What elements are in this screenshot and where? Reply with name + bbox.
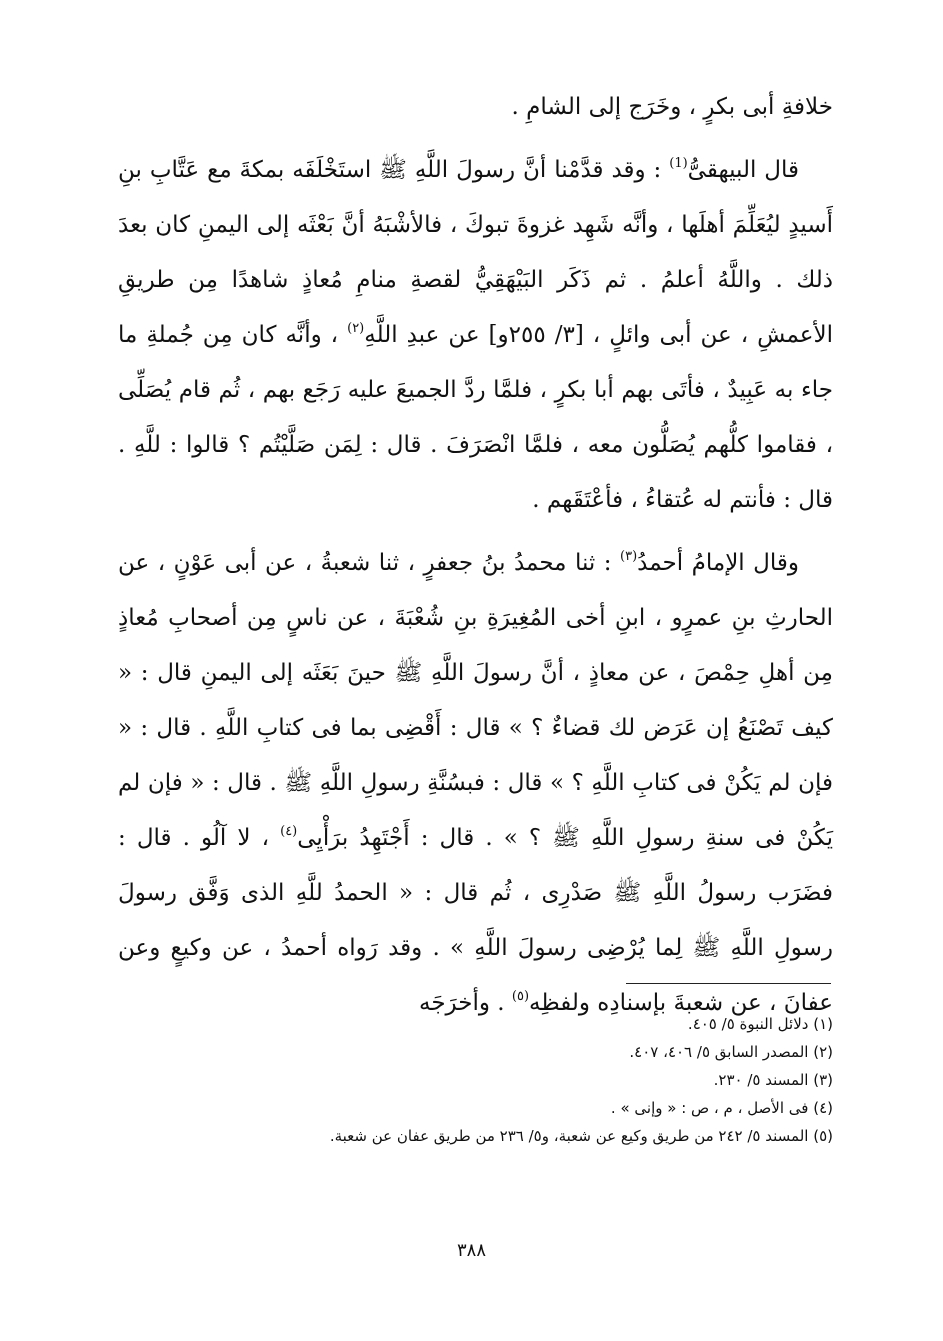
text-segment: : وقد قدَّمْنا أنَّ رسولَ اللَّهِ ﷺ استَخْلَفَه بمكةَ مع عَتَّابِ بنِ أَسيدٍ ليُعَلِّمَ أهلَها ، وأنَّه شَهِد غزوةَ تبوكَ ، فالأشْبَهُ أنَّ بَعْثَه إلى اليمنِ كان بعدَ ذلك . واللَّهُ أعلمُ . ثم ذَكَر البَيْهَقِيُّ لقصةِ منامِ مُعاذٍ شاهدًا مِن طريقِ الأعمشِ ، عن أبى وائلٍ ، [٣/ ٢٥٥و] عن عبدِ اللَّهِ (118, 157, 833, 348)
footnote-2: (٢) المصدر السابق ٥/ ٤٠٦، ٤٠٧. (629, 1043, 833, 1061)
footnote-ref-4[interactable]: (٤) (280, 824, 298, 839)
page-number: ٣٨٨ (456, 1240, 486, 1261)
footnote-1: (١) دلائل النبوة ٥/ ٤٠٥. (687, 1015, 833, 1033)
footnote-4: (٤) فى الأصل ، م ، ص : « وإنى » . (610, 1099, 833, 1117)
text-segment: خلافةِ أبى بكرٍ ، وخَرَج إلى الشامِ . (511, 94, 833, 120)
text-segment: وقال الإمامُ أحمدُ (637, 550, 799, 576)
footnote-ref-1[interactable]: (1) (669, 156, 688, 171)
footnote-3: (٣) المسند ٥/ ٢٣٠. (713, 1071, 833, 1089)
footnote-ref-5[interactable]: (٥) (511, 989, 530, 1004)
paragraph-2 (118, 143, 833, 528)
text-segment: : ثنا محمدُ بنُ جعفرٍ ، ثنا شعبةُ ، عن أبى عَوْنٍ ، عن الحارثِ بنِ عمرٍو ، ابنِ أخى المُغِيرَةِ بنِ شُعْبَةَ ، عن ناسٍ مِن أصحابِ مُعاذٍ مِن أهلِ حِمْصَ ، عن معاذٍ ، أنَّ رسولَ اللَّهِ ﷺ حينَ بَعَثَه إلى اليمنِ قال : « كيف تَصْنَعُ إن عَرَض لك قضاءٌ ؟ » قال : أَقْضِى بما فى كتابِ اللَّهِ . قال : « فإن لم يَكُنْ فى كتابِ اللَّهِ ؟ » قال : فبسُنَّةِ رسولِ اللَّهِ ﷺ . قال : « فإن لم يَكُنْ فى سنةِ رسولِ اللَّهِ ﷺ ؟ » . قال : أَجْتَهِدُ برَأْيِى (118, 550, 834, 851)
footnote-ref-3[interactable]: (٣) (620, 549, 638, 564)
text-segment: ، لا آلُو . قال : فضَرَب رسولُ اللَّهِ ﷺ صَدْرِى ، ثُم قال : « الحمدُ للَّهِ الذى وَفَّق رسولَ رسولِ اللَّهِ ﷺ لِما يُرْضِى رسولَ اللَّهِ » . وقد رَواه أحمدُ ، عن وكيعٍ وعن عفانَ ، عن شعبةَ بإسنادِه ولفظِه (118, 825, 833, 1016)
text-segment: . وأخرَجَه (418, 990, 512, 1016)
footnotes (113, 1010, 833, 1150)
paragraph-1 (118, 80, 833, 135)
text-segment: ، وأنَّه كان مِن جُملةِ ما جاء به عَبِيدٌ ، فأتَى بهم أبا بكرٍ ، فلمَّا ردَّ الجميعَ عليه رَجَع بهم ، ثُم قام يُصَلِّى ، فقاموا كلُّهم يُصَلُّون معه ، فلمَّا انْصَرَفَ . قال : لِمَن صَلَّيْتُم ؟ قالوا : للَّهِ . قال : فأنتم له عُتقاءُ ، فأعْتَقَهم . (118, 322, 833, 513)
paragraph-3 (118, 536, 833, 1031)
footnote-divider (626, 983, 831, 984)
footnote-ref-2[interactable]: (٢) (347, 321, 365, 336)
footnote-5: (٥) المسند ٥/ ٢٤٢ من طريق وكيع عن شعبة، و٥/ ٢٣٦ من طريق عفان عن شعبة. (329, 1127, 833, 1145)
main-text (118, 80, 833, 1031)
text-segment: قال البيهقىُّ (687, 157, 799, 183)
